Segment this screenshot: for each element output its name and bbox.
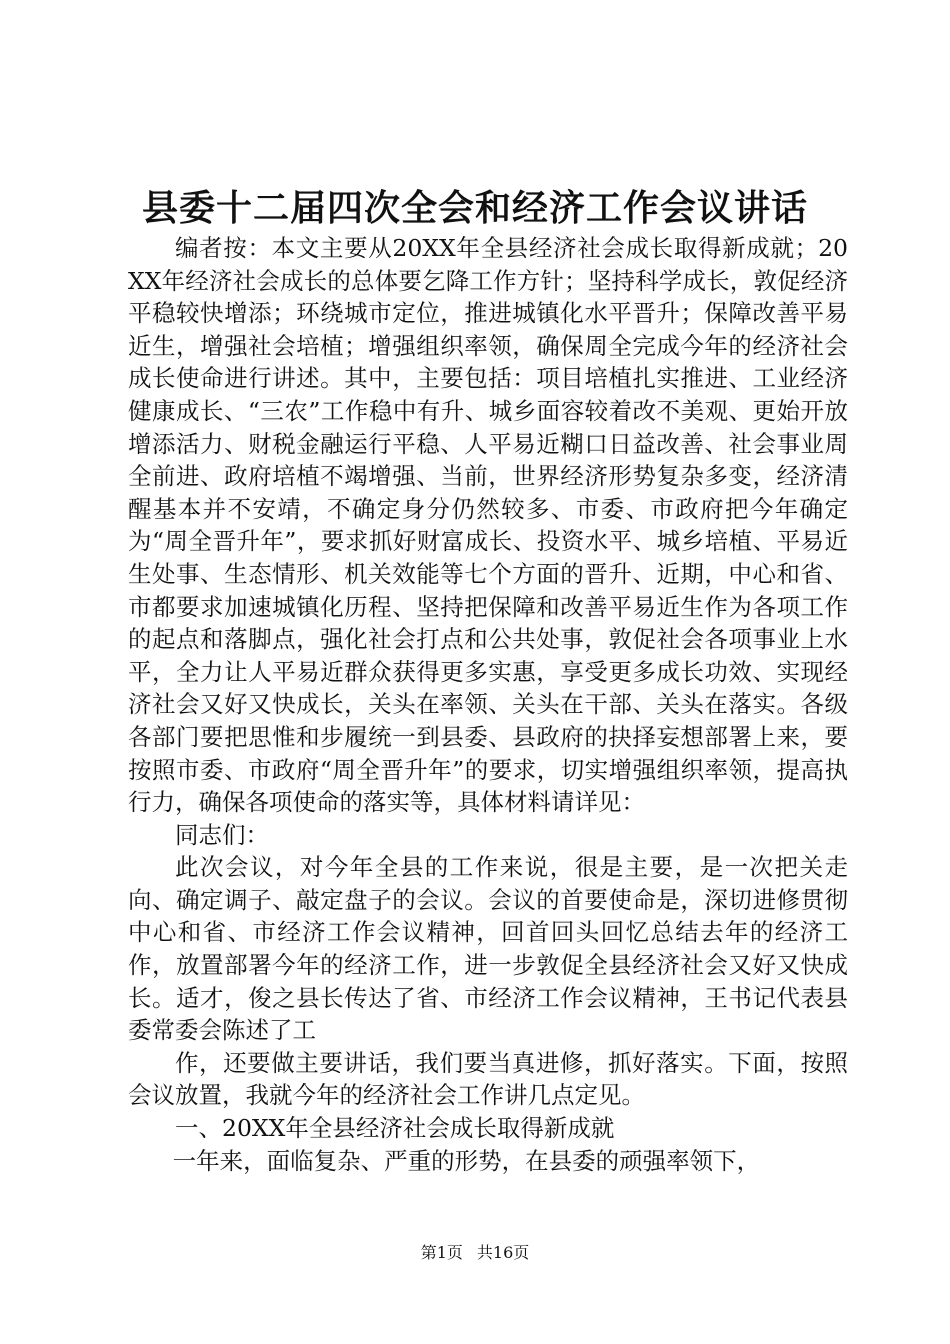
body-paragraph: 作，还要做主要讲话，我们要当真进修，抓好落实。下面，按照会议放置，我就今年的经济社会工作讲几点定见。 (128, 1048, 848, 1110)
body-paragraph: 一年来，面临复杂、严重的形势，在县委的顽强率领下， (172, 1146, 761, 1175)
salutation-paragraph: 同志们： (175, 820, 269, 849)
page-number: 第1页 (420, 1243, 463, 1262)
page-footer (0, 1242, 950, 1264)
body-paragraph: 此次会议，对今年全县的工作来说，很是主要，是一次把关走向、确定调子、敲定盘子的会议。会议的首要使命是，深切进修贯彻中心和省、市经济工作会议精神，回首回头回忆总结去年的经济工作，放置部署今年的经济工作，进一步敦促全县经济社会又好又快成长。适才，俊之县长传达了省、市经济工作会议精神，王书记代表县委常委会陈述了工 (128, 853, 848, 1045)
section-heading: 一、20XX年全县经济社会成长取得新成就 (175, 1114, 615, 1143)
document-title: 县委十二届四次全会和经济工作会议讲话 (141, 187, 808, 229)
page-total: 共16页 (476, 1243, 530, 1262)
document-body (128, 232, 848, 1177)
editor-note-paragraph: 编者按：本文主要从20XX年全县经济社会成长取得新成就；20XX年经济社会成长的总体要乞降工作方针；坚持科学成长，敦促经济平稳较快增添；环绕城市定位，推进城镇化水平晋升；保障改善平易近生，增强社会培植；增强组织率领，确保周全完成今年的经济社会成长使命进行讲述。其中，主要包括：项目培植扎实推进、工业经济健康成长、“三农”工作稳中有升、城乡面容较着改不美观、更始开放增添活力、财税金融运行平稳、人平易近糊口日益改善、社会事业周全前进、政府培植不竭增强、当前，世界经济形势复杂多变，经济清醒基本并不安靖，不确定身分仍然较多、市委、市政府把今年确定为“周全晋升年”，要求抓好财富成长、投资水平、城乡培植、平易近生处事、生态情形、机关效能等七个方面的晋升、近期，中心和省、市都要求加速城镇化历程、坚持把保障和改善平易近生作为各项工作的起点和落脚点，强化社会打点和公共处事，敦促社会各项事业上水平，全力让人平易近群众获得更多实惠，享受更多成长功效、实现经济社会又好又快成长，关头在率领、关头在干部、关头在落实。各级各部门要把思惟和步履统一到县委、县政府的抉择妄想部署上来，要按照市委、市政府“周全晋升年”的要求，切实增强组织率领，提高执行力，确保各项使命的落实等，具体材料请详见： (128, 234, 848, 817)
